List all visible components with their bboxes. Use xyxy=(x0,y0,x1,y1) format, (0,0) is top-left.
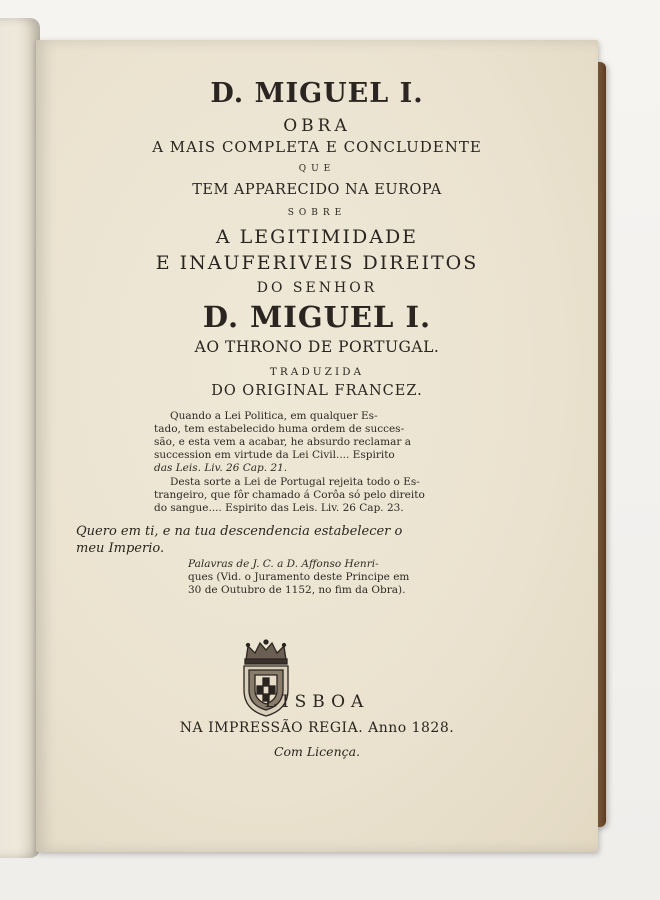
epigraph-line: trangeiro, que fôr chamado á Corôa só pelo direito xyxy=(154,489,425,501)
epigraph-line: das Leis. Liv. 26 Cap. 21. xyxy=(154,462,288,474)
epigraph-line: Quando a Lei Politica, em qualquer Es- xyxy=(170,410,378,422)
line-que: QUE xyxy=(298,164,336,174)
epigraph-line: Desta sorte a Lei de Portugal rejeita todo o Es- xyxy=(170,476,420,488)
line-senhor: DO SENHOR xyxy=(256,280,378,296)
line-legitimidade: A LEGITIMIDADE xyxy=(215,226,419,248)
attribution-line: Palavras de J. C. a D. Affonso Henri- xyxy=(188,558,379,570)
imprint-city: LISBOA xyxy=(264,692,370,712)
epigraph-line: succession em virtude da Lei Civil.... Espirito xyxy=(154,449,395,461)
line-obra: OBRA xyxy=(283,116,351,136)
secondary-title: D. MIGUEL I. xyxy=(202,300,432,334)
attribution-line: 30 de Outubro de 1152, no fim da Obra). xyxy=(188,584,406,596)
line-apparecido: TEM APPARECIDO NA EUROPA xyxy=(192,182,442,198)
imprint-licence: Com Licença. xyxy=(273,744,361,759)
epigraph-line: são, e esta vem a acabar, he absurdo reclamar a xyxy=(154,436,411,448)
line-direitos: E INAUFERIVEIS DIREITOS xyxy=(155,252,479,274)
line-throno: AO THRONO DE PORTUGAL. xyxy=(194,338,440,356)
line-sobre: SOBRE xyxy=(287,208,347,218)
facing-page-edge xyxy=(0,18,40,858)
epigraph-line: tado, tem estabelecido huma ordem de succes- xyxy=(154,423,405,435)
epigraph-line: meu Imperio. xyxy=(76,541,165,556)
epigraph-line: do sangue.... Espirito das Leis. Liv. 26 Cap. 23. xyxy=(154,502,404,514)
line-original: DO ORIGINAL FRANCEZ. xyxy=(211,383,423,399)
line-completa: A MAIS COMPLETA E CONCLUDENTE xyxy=(152,138,482,156)
epigraph-line: Quero em ti, e na tua descendencia estabelecer o xyxy=(76,524,403,539)
attribution-line: ques (Vid. o Juramento deste Principe em xyxy=(188,571,410,583)
main-title: D. MIGUEL I. xyxy=(210,78,424,109)
line-traduzida: TRADUZIDA xyxy=(269,366,365,378)
title-page xyxy=(36,40,598,852)
imprint-press: NA IMPRESSÃO REGIA. Anno 1828. xyxy=(179,720,455,736)
